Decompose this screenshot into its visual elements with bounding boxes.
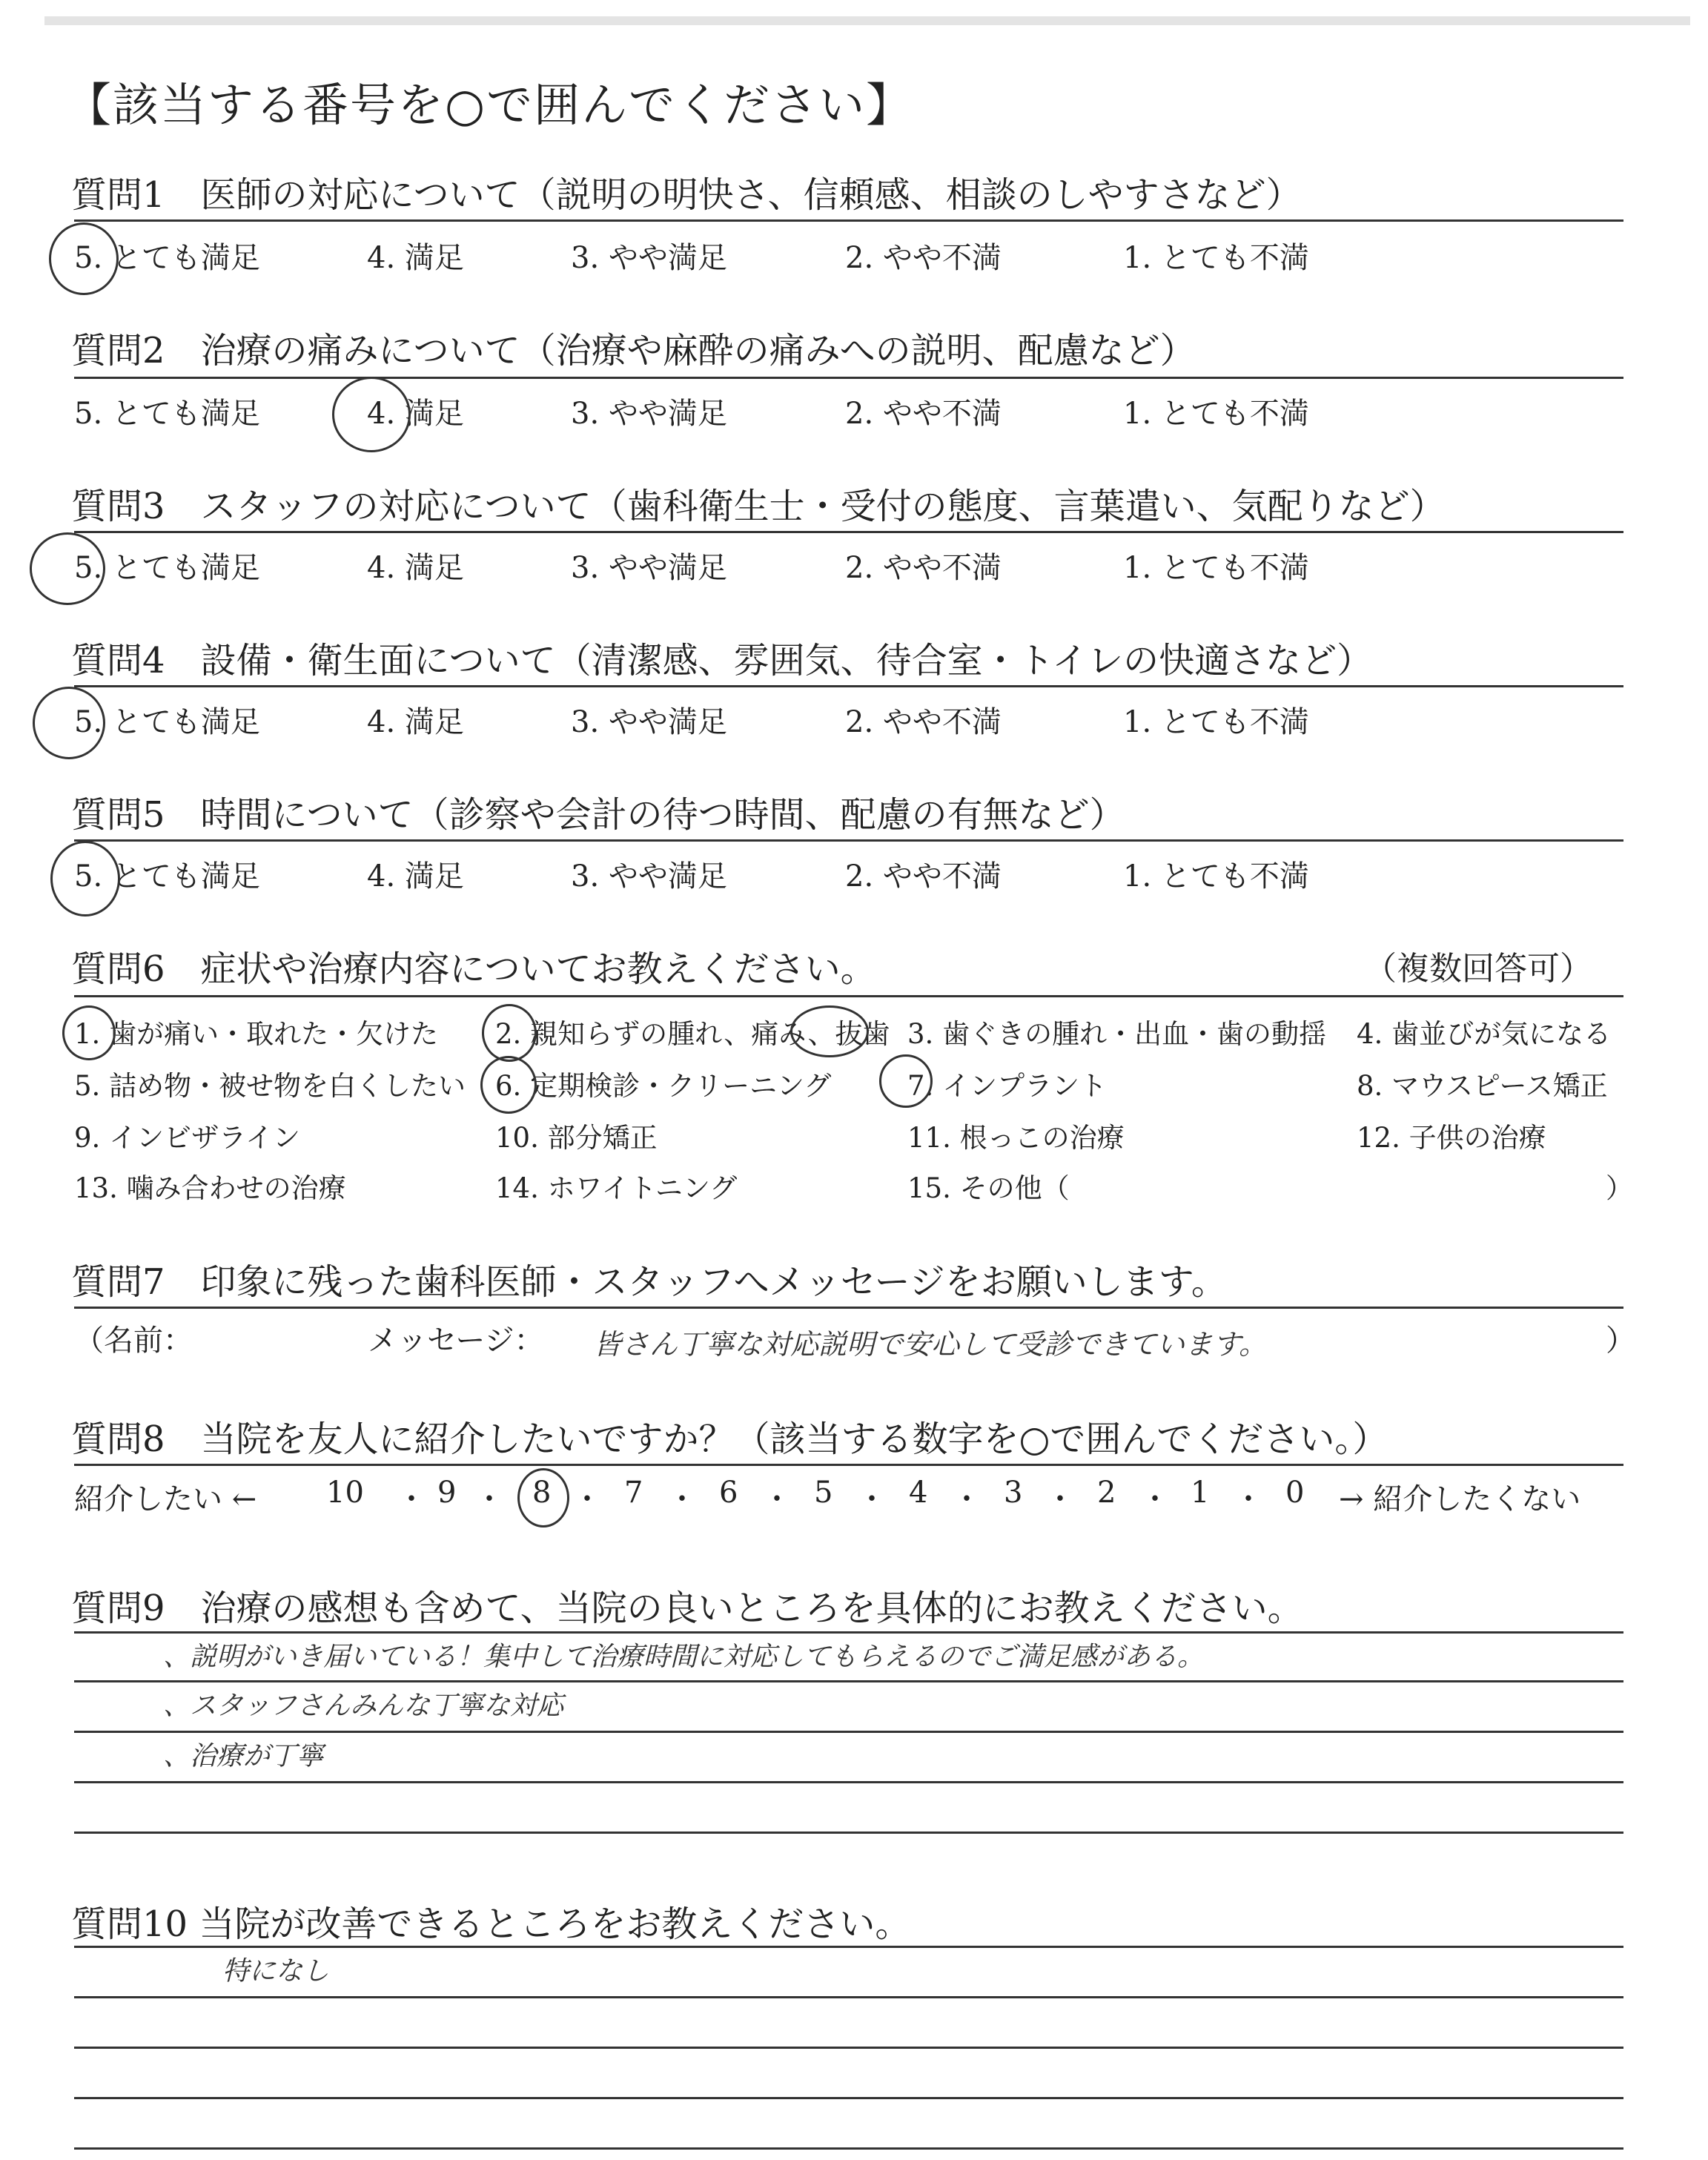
- q8-title: 質問8 当院を友人に紹介したいですか？（該当する数字を○で囲んでください。）: [71, 1418, 1388, 1460]
- q8-scale-8[interactable]: 8: [532, 1476, 552, 1510]
- q6-option-10[interactable]: 10. 部分矯正: [495, 1122, 658, 1154]
- q8-scale-5[interactable]: 5: [814, 1476, 833, 1510]
- q1-option-5[interactable]: 5. とても満足: [74, 241, 260, 275]
- q7-message-label: メッセージ：: [368, 1324, 544, 1358]
- q8-right-label: → 紹介したくない: [1339, 1482, 1581, 1516]
- q6-option-9[interactable]: 9. インビザライン: [74, 1122, 300, 1154]
- q7-name-label: （名前：: [74, 1324, 193, 1358]
- q1-rule: [74, 219, 1623, 222]
- q8-dot: ・: [667, 1482, 697, 1516]
- q1-option-2[interactable]: 2. やや不満: [845, 241, 1002, 275]
- q3-selected-circle: [30, 532, 105, 605]
- q8-dot: ・: [474, 1482, 504, 1516]
- scan-edge: [44, 16, 1690, 25]
- q1-option-1[interactable]: 1. とても不満: [1123, 241, 1309, 275]
- q4-option-2[interactable]: 2. やや不満: [845, 705, 1002, 739]
- q10-rule-0: [74, 1946, 1623, 1948]
- q2-option-5[interactable]: 5. とても満足: [74, 397, 260, 431]
- q6-selected-circle-7: [879, 1054, 933, 1108]
- q5-option-4[interactable]: 4. 満足: [367, 859, 464, 894]
- q3-option-3[interactable]: 3. やや満足: [571, 551, 727, 585]
- q6-option-11[interactable]: 11. 根っこの治療: [907, 1122, 1125, 1154]
- q4-option-3[interactable]: 3. やや満足: [571, 705, 727, 739]
- q8-dot: ・: [397, 1482, 426, 1516]
- q9-rule-1: [74, 1680, 1623, 1682]
- q8-scale-2[interactable]: 2: [1097, 1476, 1116, 1510]
- q3-option-1[interactable]: 1. とても不満: [1123, 551, 1309, 585]
- q6-option-8[interactable]: 8. マウスピース矯正: [1357, 1070, 1608, 1102]
- q3-option-5[interactable]: 5. とても満足: [74, 551, 260, 585]
- q9-answer-3: 、治療が丁寧: [163, 1741, 324, 1771]
- q3-option-2[interactable]: 2. やや不満: [845, 551, 1002, 585]
- q10-rule-1: [74, 1996, 1623, 1998]
- q10-rule-2: [74, 2047, 1623, 2049]
- q6-option-7[interactable]: 7. インプラント: [907, 1070, 1108, 1102]
- q6-option-5[interactable]: 5. 詰め物・被せ物を白くしたい: [74, 1070, 466, 1102]
- q5-option-3[interactable]: 3. やや満足: [571, 859, 727, 894]
- q5-option-1[interactable]: 1. とても不満: [1123, 859, 1309, 894]
- q10-title: 質問10 当院が改善できるところをお教えください。: [71, 1903, 911, 1945]
- q4-option-5[interactable]: 5. とても満足: [74, 705, 260, 739]
- q1-title: 質問1 医師の対応について（説明の明快さ、信頼感、相談のしやすさなど）: [71, 174, 1302, 216]
- q9-rule-0: [74, 1631, 1623, 1634]
- q8-dot: ・: [1045, 1482, 1075, 1516]
- q9-rule-2: [74, 1731, 1623, 1733]
- q2-option-2[interactable]: 2. やや不満: [845, 397, 1002, 431]
- q8-scale-9[interactable]: 9: [437, 1476, 457, 1510]
- q6-selected-circle-6: [480, 1056, 537, 1114]
- q10-rule-4: [74, 2147, 1623, 2150]
- q8-dot: ・: [952, 1482, 982, 1516]
- q6-option-13[interactable]: 13. 噛み合わせの治療: [74, 1172, 346, 1204]
- q8-scale-4[interactable]: 4: [909, 1476, 928, 1510]
- q8-selected-circle: [517, 1468, 569, 1527]
- q4-option-1[interactable]: 1. とても不満: [1123, 705, 1309, 739]
- q7-message-handwritten: 皆さん丁寧な対応説明で安心して受診できています。: [593, 1328, 1267, 1361]
- q8-scale-7[interactable]: 7: [624, 1476, 643, 1510]
- q1-selected-circle: [49, 222, 119, 295]
- q6-option-15[interactable]: 15. その他（: [907, 1172, 1070, 1204]
- q2-rule: [74, 377, 1623, 379]
- q2-option-3[interactable]: 3. やや満足: [571, 397, 727, 431]
- q8-scale-3[interactable]: 3: [1004, 1476, 1023, 1510]
- q6-option-14[interactable]: 14. ホワイトニング: [495, 1172, 738, 1204]
- q3-option-4[interactable]: 4. 満足: [367, 551, 464, 585]
- q5-title: 質問5 時間について（診察や会計の待つ時間、配慮の有無など）: [71, 794, 1125, 836]
- q8-scale-1[interactable]: 1: [1191, 1476, 1210, 1510]
- q2-option-4[interactable]: 4. 満足: [367, 397, 464, 431]
- q1-option-3[interactable]: 3. やや満足: [571, 241, 727, 275]
- q8-dot: ・: [1234, 1482, 1263, 1516]
- q5-option-5[interactable]: 5. とても満足: [74, 859, 260, 894]
- q8-dot: ・: [572, 1482, 602, 1516]
- q6-option-1[interactable]: 1. 歯が痛い・取れた・欠けた: [74, 1018, 439, 1050]
- q8-rule: [74, 1464, 1623, 1466]
- q6-multiple-note: （複数回答可）: [1364, 950, 1592, 988]
- q9-title: 質問9 治療の感想も含めて、当院の良いところを具体的にお教えください。: [71, 1588, 1303, 1629]
- q8-left-label: 紹介したい ←: [74, 1482, 257, 1516]
- q9-answer-1: 、説明がいき届いている！集中して治療時間に対応してもらえるのでご満足感がある。: [163, 1642, 1205, 1672]
- q7-close-paren: ）: [1606, 1324, 1635, 1358]
- q5-selected-circle: [50, 841, 120, 916]
- q5-rule: [74, 839, 1623, 842]
- q6-selected-circle-2: [482, 1004, 537, 1062]
- q7-rule: [74, 1307, 1623, 1309]
- q8-dot: ・: [762, 1482, 792, 1516]
- q8-scale-6[interactable]: 6: [719, 1476, 738, 1510]
- q6-option-6[interactable]: 6. 定期検診・クリーニング: [495, 1070, 832, 1102]
- q10-answer: 特になし: [222, 1956, 330, 1986]
- q4-rule: [74, 685, 1623, 687]
- q2-title: 質問2 治療の痛みについて（治療や麻酔の痛みへの説明、配慮など）: [71, 330, 1196, 371]
- q4-title: 質問4 設備・衛生面について（清潔感、雰囲気、待合室・トイレの快適さなど）: [71, 640, 1373, 681]
- q8-scale-0[interactable]: 0: [1285, 1476, 1305, 1510]
- q6-selected-circle-1: [62, 1005, 116, 1060]
- q9-rule-4: [74, 1832, 1623, 1834]
- q8-dot: ・: [1140, 1482, 1170, 1516]
- q3-title: 質問3 スタッフの対応について（歯科衛生士・受付の態度、言葉遣い、気配りなど）: [71, 486, 1446, 527]
- q3-rule: [74, 531, 1623, 533]
- q10-rule-3: [74, 2097, 1623, 2099]
- q6-title: 質問6 症状や治療内容についてお教えください。: [71, 948, 876, 990]
- q7-title: 質問7 印象に残った歯科医師・スタッフへメッセージをお願いします。: [71, 1261, 1227, 1303]
- q6-option-4[interactable]: 4. 歯並びが気になる: [1357, 1018, 1612, 1050]
- q6-option-2[interactable]: 2. 親知らずの腫れ、痛み、抜歯: [495, 1018, 890, 1050]
- q6-option-3[interactable]: 3. 歯ぐきの腫れ・出血・歯の動揺: [907, 1018, 1327, 1050]
- q6-rule: [74, 995, 1623, 997]
- q8-dot: ・: [857, 1482, 887, 1516]
- q8-scale-10[interactable]: 10: [326, 1476, 364, 1510]
- q6-other-close: ）: [1606, 1172, 1633, 1204]
- q9-answer-2: 、スタッフさんみんな丁寧な対応: [163, 1691, 564, 1721]
- q4-option-4[interactable]: 4. 満足: [367, 705, 464, 739]
- q5-option-2[interactable]: 2. やや不満: [845, 859, 1002, 894]
- q2-selected-circle: [332, 377, 411, 452]
- q9-rule-3: [74, 1781, 1623, 1783]
- q4-selected-circle: [33, 687, 105, 759]
- q6-selected-circle-extraction: [790, 1005, 869, 1057]
- q6-option-12[interactable]: 12. 子供の治療: [1357, 1122, 1546, 1154]
- q2-option-1[interactable]: 1. とても不満: [1123, 397, 1309, 431]
- page-title: 【該当する番号を○で囲んでください】: [65, 78, 914, 132]
- q1-option-4[interactable]: 4. 満足: [367, 241, 464, 275]
